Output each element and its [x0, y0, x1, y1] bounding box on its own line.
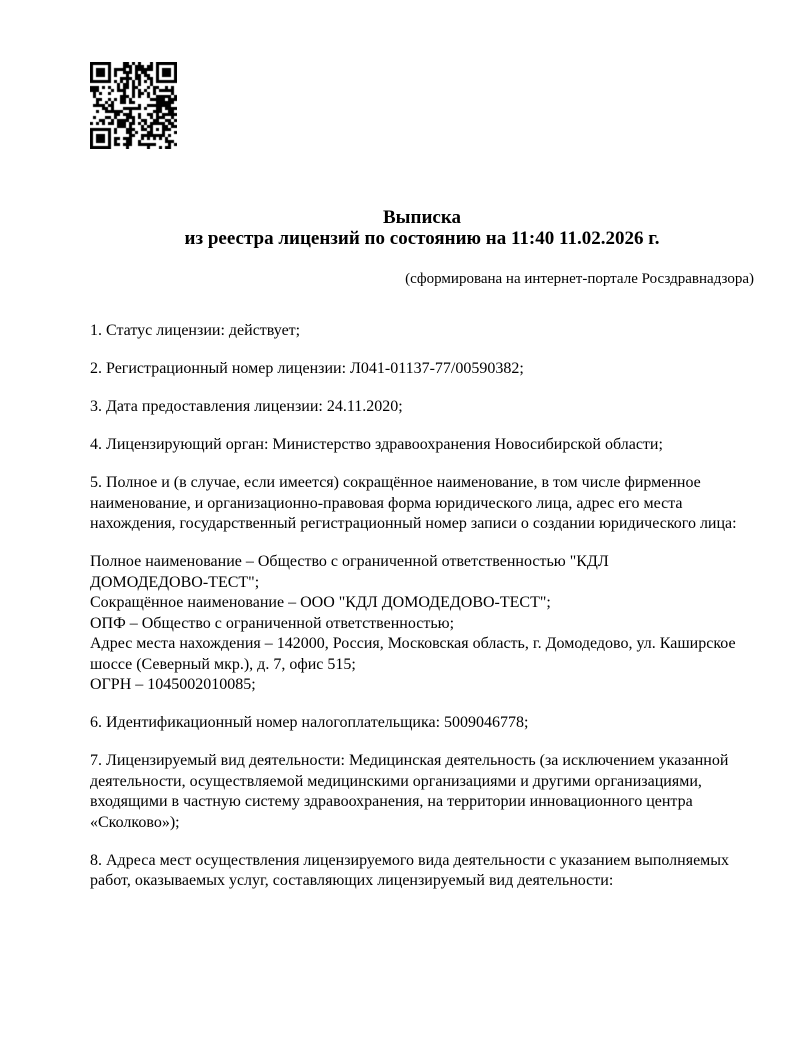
- document-content: [90, 208, 754, 909]
- title-line-2: из реестра лицензий по состоянию на 11:40 11.02.2026 г.: [184, 227, 660, 249]
- title-line-1: Выписка: [383, 207, 461, 228]
- text-line: 1. Статус лицензии: действует;: [90, 322, 301, 339]
- text-line: 2. Регистрационный номер лицензии: Л041-01137-77/00590382;: [90, 360, 524, 377]
- text-line: работ, оказываемых услуг, составляющих лицензируемый вид деятельности:: [90, 872, 614, 889]
- text-line: 5. Полное и (в случае, если имеется) сокращённое наименование, в том числе фирменное: [90, 474, 701, 491]
- text-line: деятельности, осуществляемой медицинскими организациями и другими организациями,: [90, 772, 702, 790]
- paragraph-organization-details: [90, 552, 754, 696]
- text-line: «Сколково»);: [90, 813, 180, 831]
- text-line: 3. Дата предоставления лицензии: 24.11.2020;: [90, 398, 403, 415]
- text-line: 6. Идентификационный номер налогоплательщика: 5009046778;: [90, 714, 529, 731]
- paragraph-grant-date: [90, 397, 754, 418]
- paragraph-registration-number: [90, 359, 754, 380]
- paragraph-status: [90, 321, 754, 342]
- paragraph-name-section-heading: [90, 473, 754, 535]
- text-line: ДОМОДЕДОВО-ТЕСТ";: [90, 573, 260, 591]
- text-line: ОПФ – Общество с ограниченной ответственностью;: [90, 614, 455, 632]
- text-line: нахождения, государственный регистрационный номер записи о создании юридического лица:: [90, 515, 737, 532]
- text-line: наименование, и организационно-правовая форма юридического лица, адрес его места: [90, 494, 683, 512]
- text-line: Сокращённое наименование – ООО "КДЛ ДОМОДЕДОВО-ТЕСТ";: [90, 594, 551, 611]
- text-line: ОГРН – 1045002010085;: [90, 676, 256, 693]
- qr-code-icon: [90, 62, 177, 149]
- text-line: шоссе (Северный мкр.), д. 7, офис 515;: [90, 655, 356, 673]
- document-title: [90, 208, 754, 249]
- text-line: 7. Лицензируемый вид деятельности: Медицинская деятельность (за исключением указанной: [90, 752, 729, 769]
- text-line: Адрес места нахождения – 142000, Россия, Московская область, г. Домодедово, ул. Каширское: [90, 635, 736, 652]
- text-line: Полное наименование – Общество с ограниченной ответственностью "КДЛ: [90, 553, 609, 570]
- paragraph-licensed-activity: [90, 751, 754, 833]
- paragraph-activity-addresses-heading: [90, 851, 754, 892]
- text-line: 4. Лицензирующий орган: Министерство здравоохранения Новосибирской области;: [90, 436, 663, 453]
- document-subtitle: (сформирована на интернет-портале Росздравнадзора): [405, 271, 754, 287]
- document-body: [90, 321, 754, 892]
- text-line: 8. Адреса мест осуществления лицензируемого вида деятельности с указанием выполняемых: [90, 851, 730, 869]
- text-line: входящими в частную систему здравоохранения, на территории инновационного центра: [90, 793, 693, 810]
- paragraph-inn: [90, 713, 754, 734]
- paragraph-licensing-authority: [90, 435, 754, 456]
